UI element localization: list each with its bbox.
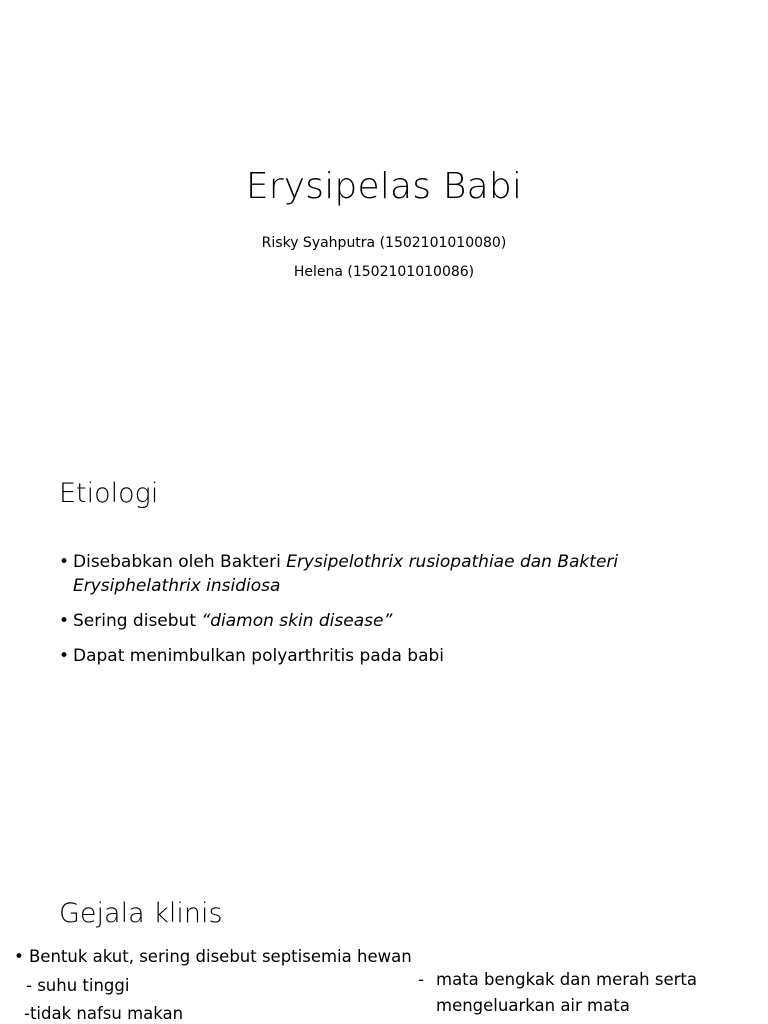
symptom-line: -tidak nafsu makan (24, 1004, 184, 1023)
bullet-icon: • (59, 552, 70, 572)
symptom-line: mengeluarkan air mata (436, 996, 630, 1015)
bullet-text: Bentuk akut, sering disebut septisemia hewan (28, 947, 412, 966)
slide-title: Erysipelas Babi (245, 166, 523, 207)
bullet-italic-text: Erysipelothrix rusiopathiae dan Bakteri Erysiphelathrix insidiosa (73, 552, 619, 596)
symptom-line: - suhu tinggi (26, 976, 130, 995)
gejala-heading: Gejala klinis (59, 898, 223, 929)
bullet-italic-text: “diamon skin disease” (201, 611, 393, 631)
bullet-icon: • (59, 611, 70, 631)
author-1: Risky Syahputra (1502101010080) (261, 235, 507, 251)
bullet-text: Dapat menimbulkan polyarthritis pada babi (73, 646, 445, 666)
bullet-icon: • (59, 646, 70, 666)
etiologi-heading: Etiologi (59, 478, 159, 509)
bullet-text: Disebabkan oleh Bakteri (73, 552, 287, 572)
symptom-dash: - (418, 970, 424, 989)
bullet-icon: • (14, 947, 24, 966)
author-2: Helena (1502101010086) (293, 264, 475, 280)
symptom-line: mata bengkak dan merah serta (436, 970, 697, 989)
bullet-text: Sering disebut (73, 611, 202, 631)
gejala-bullet (14, 947, 412, 966)
